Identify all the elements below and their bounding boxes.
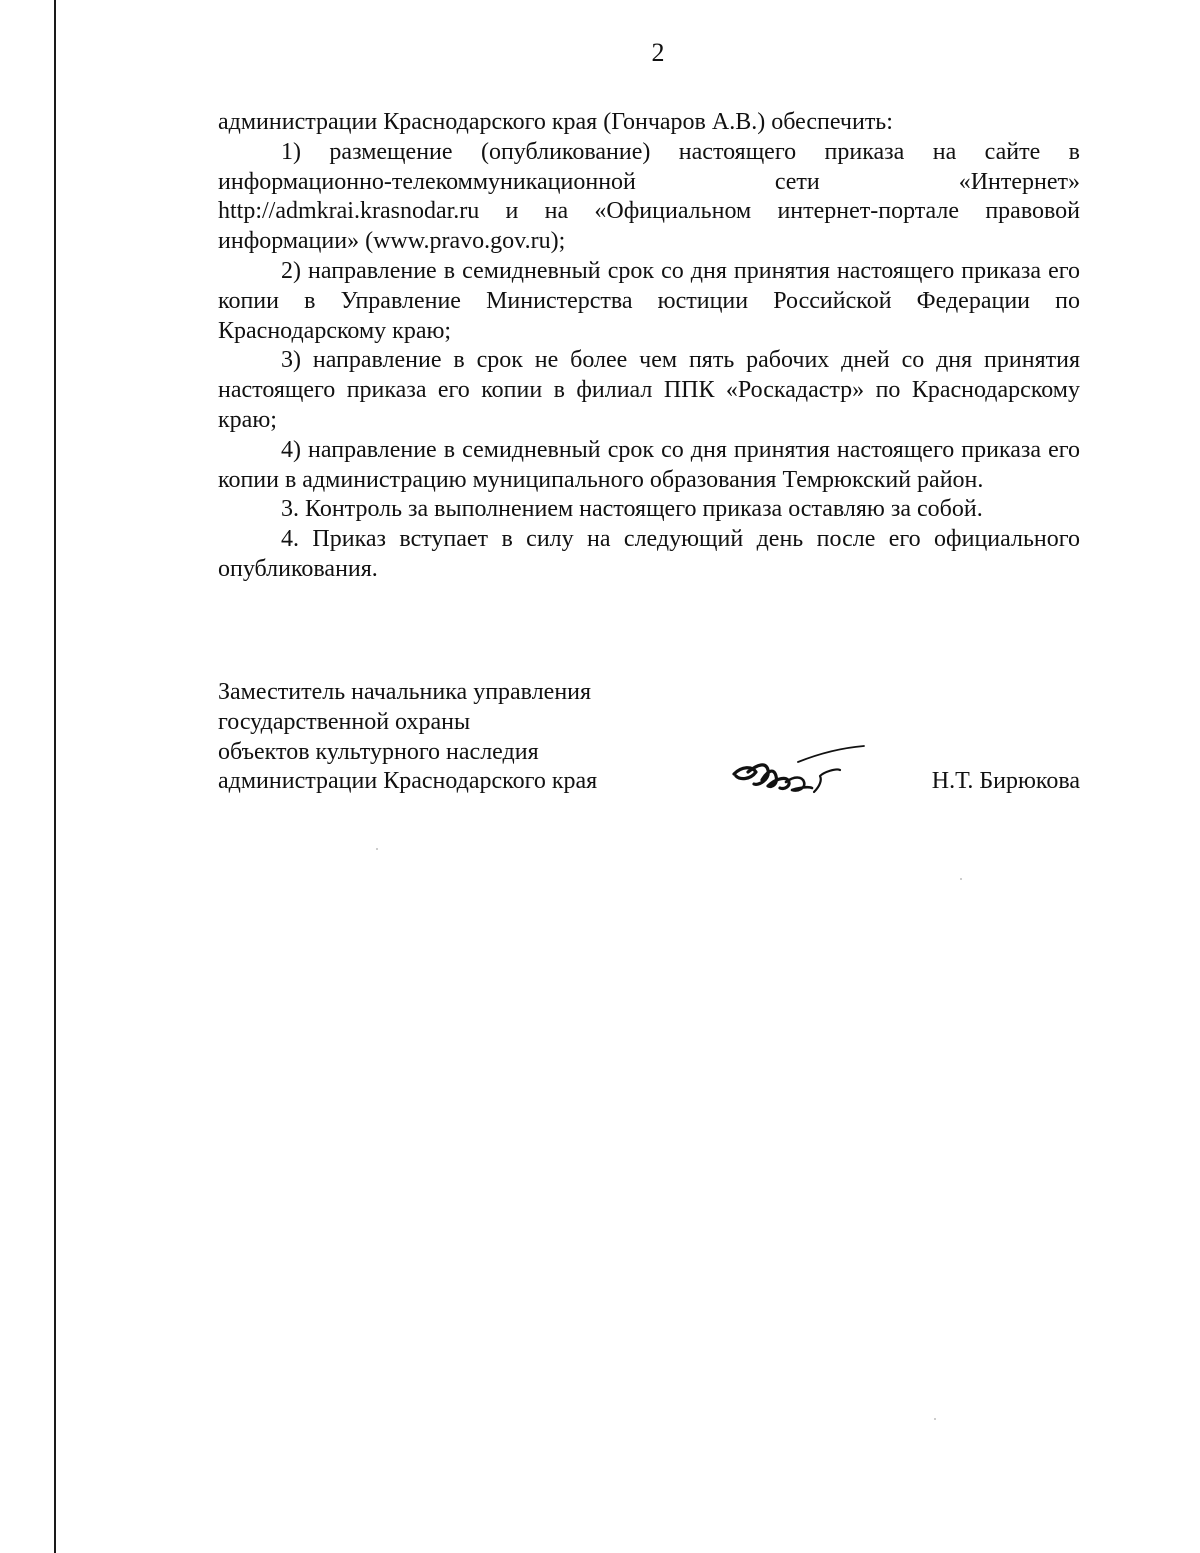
paragraph-clause-3: 3. Контроль за выполнением настоящего приказа оставляю за собой. <box>281 496 983 523</box>
signatory-position-line: Заместитель начальника управления <box>218 679 592 705</box>
paragraph-clause-4: 4. Приказ вступает в силу на следующий день после его официального опубликования. <box>218 526 1080 582</box>
scan-speck <box>960 878 962 880</box>
document-body <box>218 108 1080 585</box>
paragraph-item-3: 3) направление в срок не более чем пять рабочих дней со дня принятия настоящего приказа его копии в филиал ППК «Роскадастр» по Краснодарскому краю; <box>218 347 1080 433</box>
scan-speck <box>376 848 378 850</box>
page-number: 2 <box>651 38 665 67</box>
signatory-position-line: объектов культурного наследия <box>218 738 539 765</box>
scan-edge-line <box>54 0 56 1553</box>
handwritten-signature <box>728 740 868 798</box>
scan-speck <box>934 1418 936 1420</box>
paragraph-item-1: 1) размещение (опубликование) настоящего приказа на сайте в информационно-телекоммуникационной сети «Интернет» http://admkrai.krasnodar.ru и на «Официальном интернет-портале правовой информации» (www.pravo.gov.ru); <box>218 138 1080 255</box>
signatory-position-line: государственной охраны <box>218 708 471 735</box>
signatory-position <box>218 678 597 797</box>
paragraph-item-2: 2) направление в семидневный срок со дня принятия настоящего приказа его копии в Управление Министерства юстиции Российской Федерации по Краснодарскому краю; <box>218 257 1080 344</box>
paragraph-continuation: администрации Краснодарского края (Гончаров А.В.) обеспечить: <box>218 109 893 135</box>
signature-block <box>218 678 1080 808</box>
paragraph-item-4: 4) направление в семидневный срок со дня принятия настоящего приказа его копии в администрацию муниципального образования Темрюкский район. <box>218 436 1080 493</box>
signatory-name: Н.Т. Бирюкова <box>931 768 1080 794</box>
signatory-position-line: администрации Краснодарского края <box>218 768 598 795</box>
